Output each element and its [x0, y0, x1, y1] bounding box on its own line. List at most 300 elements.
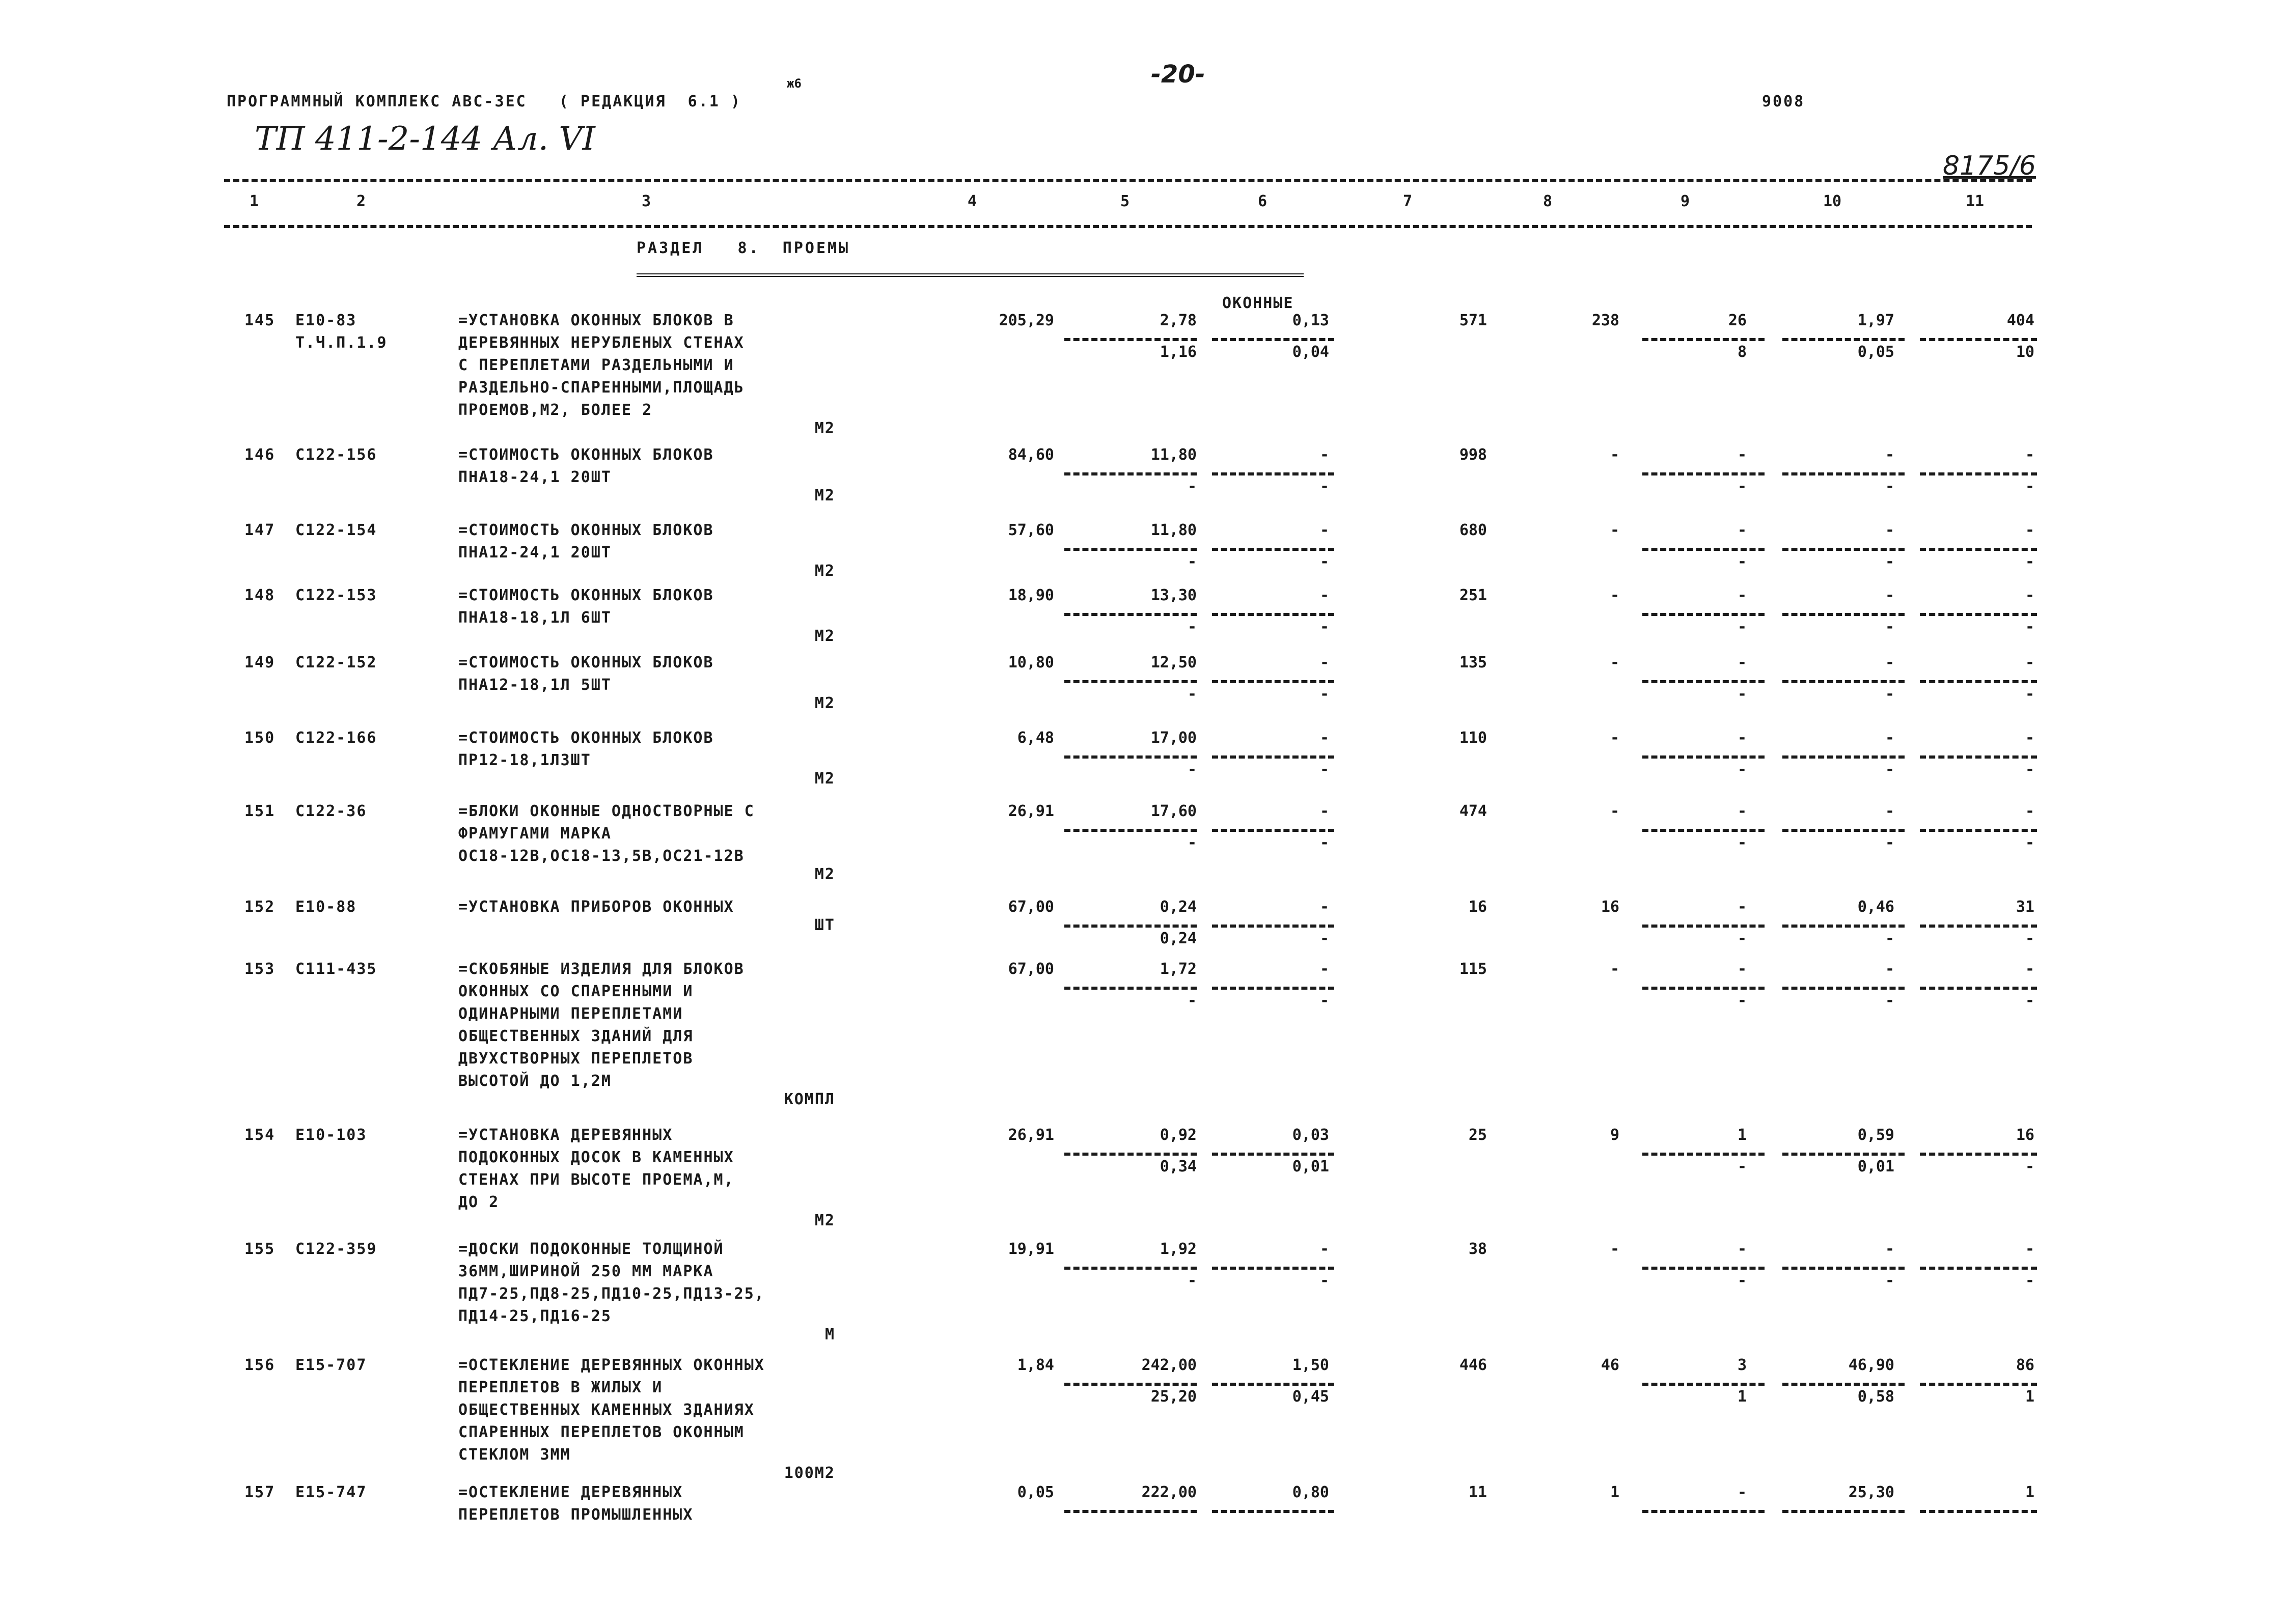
- price-split-rule: [1064, 1153, 1197, 1156]
- labor-unit: -: [1885, 654, 1894, 671]
- labor-total: -: [2025, 802, 2034, 820]
- total-cost: 115: [1459, 960, 1487, 978]
- quantity: 57,60: [1008, 521, 1054, 539]
- machine-split-rule: [1212, 680, 1334, 683]
- price-total: 242,00: [1141, 1356, 1197, 1374]
- work-description-line: СПАРЕННЫХ ПЕРЕПЛЕТОВ ОКОННЫМ: [458, 1423, 745, 1441]
- col9-split-rule: [1642, 1510, 1765, 1513]
- labor-unit: -: [1885, 729, 1894, 747]
- labor-machine-total: 1: [2025, 1388, 2034, 1406]
- project-number: ТП 411-2-144 Ал. VI: [255, 120, 595, 158]
- labor-machine-unit: 0,05: [1857, 343, 1894, 361]
- row-number: 154: [244, 1126, 276, 1144]
- machine-cost: -: [1319, 960, 1329, 978]
- col11-split-rule: [1920, 472, 2037, 475]
- price-split-rule: [1064, 1267, 1197, 1270]
- machines-total: -: [1737, 802, 1747, 820]
- labor-unit: 0,46: [1857, 898, 1894, 916]
- labor-total: -: [2025, 586, 2034, 604]
- work-description-line: ДО 2: [458, 1193, 500, 1211]
- col9-split-rule: [1642, 338, 1765, 341]
- labor-total: -: [2025, 521, 2034, 539]
- total-cost: 11: [1468, 1483, 1487, 1501]
- work-description-line: 36ММ,ШИРИНОЙ 250 ММ МАРКА: [458, 1263, 714, 1280]
- machines-total: -: [1737, 898, 1747, 916]
- labor-machine-unit: -: [1885, 618, 1894, 636]
- col10-split-rule: [1782, 925, 1905, 928]
- machine-cost: -: [1319, 446, 1329, 464]
- labor-machine-total: -: [2025, 553, 2034, 571]
- col10-split-rule: [1782, 680, 1905, 683]
- col11-split-rule: [1920, 338, 2037, 341]
- price-total: 1,72: [1160, 960, 1197, 978]
- wage-total: -: [1610, 446, 1619, 464]
- machine-wage: -: [1319, 930, 1329, 947]
- machine-split-rule: [1212, 472, 1334, 475]
- norm-code: С122-36: [295, 802, 367, 820]
- col11-split-rule: [1920, 548, 2037, 551]
- machine-cost: -: [1319, 586, 1329, 604]
- col11-split-rule: [1920, 1510, 2037, 1513]
- unit: КОМПЛ: [784, 1090, 835, 1108]
- price-wage: -: [1187, 685, 1197, 703]
- quantity: 205,29: [999, 312, 1054, 329]
- program-title: ПРОГРАММНЫЙ КОМПЛЕКС АВС-ЗЕС ( РЕДАКЦИЯ 6.1 ): [227, 93, 741, 110]
- machines-total: -: [1737, 960, 1747, 978]
- work-description-line: ПЕРЕПЛЕТОВ В ЖИЛЫХ И: [458, 1379, 663, 1396]
- work-description-line: =УСТАНОВКА ДЕРЕВЯННЫХ: [458, 1126, 673, 1144]
- quantity: 18,90: [1008, 586, 1054, 604]
- unit: М2: [814, 487, 835, 505]
- total-cost: 446: [1459, 1356, 1487, 1374]
- row-number: 145: [244, 312, 276, 329]
- machine-split-rule: [1212, 338, 1334, 341]
- norm-code: Е15-747: [295, 1483, 367, 1501]
- machines-total: -: [1737, 521, 1747, 539]
- work-description-line: СТЕКЛОМ 3ММ: [458, 1446, 571, 1464]
- norm-code: Е15-707: [295, 1356, 367, 1374]
- norm-code: Е10-103: [295, 1126, 367, 1144]
- work-description-line: =СТОИМОСТЬ ОКОННЫХ БЛОКОВ: [458, 729, 714, 747]
- wage-total: -: [1610, 521, 1619, 539]
- labor-machine-unit: -: [1885, 685, 1894, 703]
- row-number: 155: [244, 1240, 276, 1258]
- labor-machine-total: -: [2025, 930, 2034, 947]
- machine-cost: -: [1319, 729, 1329, 747]
- price-total: 222,00: [1141, 1483, 1197, 1501]
- work-description-line: ОКОННЫХ СО СПАРЕННЫМИ И: [458, 983, 694, 1000]
- wage-total: 1: [1610, 1483, 1619, 1501]
- price-wage: 25,20: [1150, 1388, 1197, 1406]
- norm-code: С122-154: [295, 521, 377, 539]
- machine-wage: -: [1319, 834, 1329, 852]
- norm-code: С122-166: [295, 729, 377, 747]
- machines-total: -: [1737, 1240, 1747, 1258]
- total-cost: 38: [1468, 1240, 1487, 1258]
- machine-split-rule: [1212, 1153, 1334, 1156]
- unit: М2: [814, 770, 835, 788]
- wage-total: 238: [1591, 312, 1619, 329]
- col9-split-rule: [1642, 472, 1765, 475]
- col11-split-rule: [1920, 1153, 2037, 1156]
- work-description-line: ОС18-12В,ОС18-13,5В,ОС21-12В: [458, 847, 745, 865]
- col11-split-rule: [1920, 755, 2037, 759]
- machine-split-rule: [1212, 1510, 1334, 1513]
- wage-total: 46: [1601, 1356, 1619, 1374]
- labor-total: 86: [2016, 1356, 2034, 1374]
- edition-mark: ж6: [787, 76, 802, 91]
- col10-split-rule: [1782, 1383, 1905, 1386]
- price-split-rule: [1064, 755, 1197, 759]
- price-wage: -: [1187, 1272, 1197, 1290]
- price-wage: -: [1187, 618, 1197, 636]
- total-cost: 110: [1459, 729, 1487, 747]
- total-cost: 25: [1468, 1126, 1487, 1144]
- work-description-line: ПРОЕМОВ,М2, БОЛЕЕ 2: [458, 401, 653, 419]
- labor-unit: -: [1885, 446, 1894, 464]
- column-number-3: 3: [642, 192, 651, 210]
- work-description-line: =УСТАНОВКА ПРИБОРОВ ОКОННЫХ: [458, 898, 734, 916]
- row-number: 147: [244, 521, 276, 539]
- wage-total: -: [1610, 960, 1619, 978]
- machine-wage: -: [1319, 553, 1329, 571]
- unit: М2: [814, 1212, 835, 1229]
- labor-total: 16: [2016, 1126, 2034, 1144]
- price-total: 0,24: [1160, 898, 1197, 916]
- col9-split-rule: [1642, 1153, 1765, 1156]
- labor-total: -: [2025, 729, 2034, 747]
- col9-split-rule: [1642, 680, 1765, 683]
- col11-split-rule: [1920, 987, 2037, 990]
- unit: М2: [814, 562, 835, 580]
- work-description-line: СТЕНАХ ПРИ ВЫСОТЕ ПРОЕМА,М,: [458, 1171, 734, 1189]
- price-total: 1,92: [1160, 1240, 1197, 1258]
- work-description-line: ДЕРЕВЯННЫХ НЕРУБЛЕНЫХ СТЕНАХ: [458, 334, 745, 352]
- column-number-2: 2: [356, 192, 366, 210]
- quantity: 26,91: [1008, 802, 1054, 820]
- price-split-rule: [1064, 548, 1197, 551]
- machines-total: -: [1737, 654, 1747, 671]
- labor-machine-total: -: [2025, 685, 2034, 703]
- work-description-line: ПД7-25,ПД8-25,ПД10-25,ПД13-25,: [458, 1285, 765, 1303]
- labor-machine-unit: -: [1885, 1272, 1894, 1290]
- quantity: 6,48: [1017, 729, 1054, 747]
- wage-total: -: [1610, 1240, 1619, 1258]
- row-number: 156: [244, 1356, 276, 1374]
- work-description-line: =ОСТЕКЛЕНИЕ ДЕРЕВЯННЫХ: [458, 1483, 683, 1501]
- labor-machine-unit: -: [1885, 992, 1894, 1010]
- machines-wage: -: [1737, 1272, 1747, 1290]
- machines-wage: -: [1737, 761, 1747, 778]
- labor-machine-total: -: [2025, 761, 2034, 778]
- quantity: 10,80: [1008, 654, 1054, 671]
- col9-split-rule: [1642, 613, 1765, 616]
- machine-split-rule: [1212, 548, 1334, 551]
- work-description-line: ДВУХСТВОРНЫХ ПЕРЕПЛЕТОВ: [458, 1050, 694, 1068]
- price-total: 17,60: [1150, 802, 1197, 820]
- machine-split-rule: [1212, 925, 1334, 928]
- labor-machine-unit: 0,01: [1857, 1158, 1894, 1175]
- sheet-number: 8175/6: [1943, 151, 2036, 181]
- total-cost: 474: [1459, 802, 1487, 820]
- row-number: 151: [244, 802, 276, 820]
- machine-wage: 0,01: [1292, 1158, 1329, 1175]
- price-wage: 1,16: [1160, 343, 1197, 361]
- unit: М2: [814, 627, 835, 645]
- wage-total: -: [1610, 586, 1619, 604]
- labor-total: -: [2025, 446, 2034, 464]
- column-number-1: 1: [250, 192, 259, 210]
- work-description-line: РАЗДЕЛЬНО-СПАРЕННЫМИ,ПЛОЩАДЬ: [458, 379, 745, 397]
- machines-wage: 1: [1737, 1388, 1747, 1406]
- price-total: 17,00: [1150, 729, 1197, 747]
- column-number-9: 9: [1681, 192, 1690, 210]
- col9-split-rule: [1642, 829, 1765, 832]
- labor-machine-total: -: [2025, 478, 2034, 495]
- price-split-rule: [1064, 472, 1197, 475]
- norm-code: Е10-83: [295, 312, 357, 329]
- col9-split-rule: [1642, 1383, 1765, 1386]
- machine-cost: 0,13: [1292, 312, 1329, 329]
- price-total: 0,92: [1160, 1126, 1197, 1144]
- wage-total: -: [1610, 802, 1619, 820]
- work-description-line: =СКОБЯНЫЕ ИЗДЕЛИЯ ДЛЯ БЛОКОВ: [458, 960, 745, 978]
- price-split-rule: [1064, 338, 1197, 341]
- machines-wage: -: [1737, 478, 1747, 495]
- labor-machine-unit: -: [1885, 761, 1894, 778]
- total-cost: 680: [1459, 521, 1487, 539]
- work-description-line: ПНА12-18,1Л 5ШТ: [458, 676, 612, 694]
- col9-split-rule: [1642, 1267, 1765, 1270]
- unit: М2: [814, 694, 835, 712]
- machine-wage: 0,04: [1292, 343, 1329, 361]
- work-description-line: =ОСТЕКЛЕНИЕ ДЕРЕВЯННЫХ ОКОННЫХ: [458, 1356, 765, 1374]
- labor-unit: -: [1885, 802, 1894, 820]
- col9-split-rule: [1642, 755, 1765, 759]
- machines-total: -: [1737, 729, 1747, 747]
- unit-note: ОКОННЫЕ: [1222, 294, 1294, 312]
- unit: 100М2: [784, 1464, 835, 1482]
- labor-total: 31: [2016, 898, 2034, 916]
- col10-split-rule: [1782, 472, 1905, 475]
- machine-wage: -: [1319, 478, 1329, 495]
- price-wage: 0,34: [1160, 1158, 1197, 1175]
- machine-split-rule: [1212, 613, 1334, 616]
- machine-cost: -: [1319, 654, 1329, 671]
- machine-wage: -: [1319, 685, 1329, 703]
- work-description-line: =СТОИМОСТЬ ОКОННЫХ БЛОКОВ: [458, 521, 714, 539]
- labor-machine-total: -: [2025, 992, 2034, 1010]
- machines-total: -: [1737, 446, 1747, 464]
- work-description-line: =СТОИМОСТЬ ОКОННЫХ БЛОКОВ: [458, 654, 714, 671]
- machine-wage: -: [1319, 761, 1329, 778]
- machines-total: 1: [1737, 1126, 1747, 1144]
- machines-wage: -: [1737, 553, 1747, 571]
- header-bottom-rule: [224, 225, 2032, 228]
- machines-wage: -: [1737, 834, 1747, 852]
- machine-wage: -: [1319, 618, 1329, 636]
- col10-split-rule: [1782, 548, 1905, 551]
- total-cost: 251: [1459, 586, 1487, 604]
- column-number-5: 5: [1120, 192, 1130, 210]
- labor-total: -: [2025, 654, 2034, 671]
- unit: М2: [814, 419, 835, 437]
- work-description-line: ПНА18-18,1Л 6ШТ: [458, 609, 612, 627]
- machine-split-rule: [1212, 987, 1334, 990]
- machine-wage: 0,45: [1292, 1388, 1329, 1406]
- col9-split-rule: [1642, 925, 1765, 928]
- machine-cost: -: [1319, 802, 1329, 820]
- column-number-4: 4: [968, 192, 977, 210]
- work-description-line: ОБЩЕСТВЕННЫХ КАМЕННЫХ ЗДАНИЯХ: [458, 1401, 755, 1419]
- col11-split-rule: [1920, 829, 2037, 832]
- labor-machine-total: -: [2025, 618, 2034, 636]
- col11-split-rule: [1920, 613, 2037, 616]
- labor-machine-unit: -: [1885, 478, 1894, 495]
- page-number: -20-: [1151, 60, 1205, 89]
- price-wage: -: [1187, 478, 1197, 495]
- row-number: 146: [244, 446, 276, 464]
- price-total: 2,78: [1160, 312, 1197, 329]
- labor-unit: 0,59: [1857, 1126, 1894, 1144]
- col11-split-rule: [1920, 1383, 2037, 1386]
- machine-cost: 0,03: [1292, 1126, 1329, 1144]
- row-number: 157: [244, 1483, 276, 1501]
- labor-machine-total: -: [2025, 1158, 2034, 1175]
- price-total: 11,80: [1150, 521, 1197, 539]
- machine-cost: -: [1319, 521, 1329, 539]
- col11-split-rule: [1920, 925, 2037, 928]
- machines-wage: -: [1737, 618, 1747, 636]
- col11-split-rule: [1920, 1267, 2037, 1270]
- norm-code: С111-435: [295, 960, 377, 978]
- row-number: 150: [244, 729, 276, 747]
- quantity: 84,60: [1008, 446, 1054, 464]
- wage-total: 9: [1610, 1126, 1619, 1144]
- labor-unit: -: [1885, 586, 1894, 604]
- machine-wage: -: [1319, 992, 1329, 1010]
- col9-split-rule: [1642, 548, 1765, 551]
- price-split-rule: [1064, 1383, 1197, 1386]
- work-description-line: ПНА18-24,1 20ШТ: [458, 468, 612, 486]
- price-wage: -: [1187, 761, 1197, 778]
- machine-split-rule: [1212, 755, 1334, 759]
- work-description-line: =СТОИМОСТЬ ОКОННЫХ БЛОКОВ: [458, 586, 714, 604]
- machine-split-rule: [1212, 1267, 1334, 1270]
- norm-code: Е10-88: [295, 898, 357, 916]
- total-cost: 571: [1459, 312, 1487, 329]
- quantity: 0,05: [1017, 1483, 1054, 1501]
- labor-machine-total: -: [2025, 834, 2034, 852]
- total-cost: 998: [1459, 446, 1487, 464]
- quantity: 67,00: [1008, 898, 1054, 916]
- work-description-line: ВЫСОТОЙ ДО 1,2М: [458, 1072, 612, 1090]
- work-description-line: ПЕРЕПЛЕТОВ ПРОМЫШЛЕННЫХ: [458, 1506, 694, 1524]
- price-wage: -: [1187, 834, 1197, 852]
- machine-cost: 1,50: [1292, 1356, 1329, 1374]
- work-description-line: С ПЕРЕПЛЕТАМИ РАЗДЕЛЬНЫМИ И: [458, 356, 734, 374]
- price-split-rule: [1064, 987, 1197, 990]
- labor-unit: -: [1885, 1240, 1894, 1258]
- wage-total: 16: [1601, 898, 1619, 916]
- machine-cost: 0,80: [1292, 1483, 1329, 1501]
- machines-total: -: [1737, 1483, 1747, 1501]
- labor-total: 404: [2006, 312, 2034, 329]
- labor-machine-total: -: [2025, 1272, 2034, 1290]
- price-split-rule: [1064, 680, 1197, 683]
- norm-code-note: Т.Ч.П.1.9: [295, 334, 388, 352]
- section-title: РАЗДЕЛ 8. ПРОЕМЫ: [637, 239, 850, 257]
- unit: М2: [814, 865, 835, 883]
- labor-machine-unit: 0,58: [1857, 1388, 1894, 1406]
- machines-wage: -: [1737, 992, 1747, 1010]
- labor-total: 1: [2025, 1483, 2034, 1501]
- column-number-6: 6: [1258, 192, 1268, 210]
- price-total: 13,30: [1150, 586, 1197, 604]
- machines-wage: 8: [1737, 343, 1747, 361]
- unit: ШТ: [814, 916, 835, 934]
- norm-code: С122-359: [295, 1240, 377, 1258]
- work-description-line: ФРАМУГАМИ МАРКА: [458, 825, 612, 843]
- labor-total: -: [2025, 1240, 2034, 1258]
- machines-wage: -: [1737, 1158, 1747, 1175]
- col11-split-rule: [1920, 680, 2037, 683]
- col10-split-rule: [1782, 1510, 1905, 1513]
- wage-total: -: [1610, 729, 1619, 747]
- row-number: 153: [244, 960, 276, 978]
- machine-wage: -: [1319, 1272, 1329, 1290]
- col10-split-rule: [1782, 338, 1905, 341]
- col10-split-rule: [1782, 755, 1905, 759]
- machine-split-rule: [1212, 1383, 1334, 1386]
- section-underline: [637, 273, 1304, 277]
- labor-unit: 1,97: [1857, 312, 1894, 329]
- work-description-line: =СТОИМОСТЬ ОКОННЫХ БЛОКОВ: [458, 446, 714, 464]
- work-description-line: ПНА12-24,1 20ШТ: [458, 544, 612, 562]
- work-description-line: ПР12-18,1Л3ШТ: [458, 751, 591, 769]
- wage-total: -: [1610, 654, 1619, 671]
- price-wage: -: [1187, 553, 1197, 571]
- labor-unit: 46,90: [1848, 1356, 1894, 1374]
- price-total: 12,50: [1150, 654, 1197, 671]
- quantity: 67,00: [1008, 960, 1054, 978]
- work-description-line: ОБЩЕСТВЕННЫХ ЗДАНИЙ ДЛЯ: [458, 1027, 694, 1045]
- labor-unit: -: [1885, 521, 1894, 539]
- norm-code: С122-152: [295, 654, 377, 671]
- norm-code: С122-153: [295, 586, 377, 604]
- machines-total: -: [1737, 586, 1747, 604]
- col10-split-rule: [1782, 1267, 1905, 1270]
- machine-split-rule: [1212, 829, 1334, 832]
- quantity: 1,84: [1017, 1356, 1054, 1374]
- total-cost: 16: [1468, 898, 1487, 916]
- price-split-rule: [1064, 1510, 1197, 1513]
- labor-unit: 25,30: [1848, 1483, 1894, 1501]
- col10-split-rule: [1782, 613, 1905, 616]
- price-split-rule: [1064, 613, 1197, 616]
- price-wage: 0,24: [1160, 930, 1197, 947]
- quantity: 19,91: [1008, 1240, 1054, 1258]
- row-number: 152: [244, 898, 276, 916]
- labor-machine-unit: -: [1885, 553, 1894, 571]
- total-cost: 135: [1459, 654, 1487, 671]
- work-description-line: =УСТАНОВКА ОКОННЫХ БЛОКОВ В: [458, 312, 734, 329]
- norm-code: С122-156: [295, 446, 377, 464]
- document-code: 9008: [1762, 93, 1805, 110]
- unit: М: [824, 1326, 835, 1343]
- labor-unit: -: [1885, 960, 1894, 978]
- column-number-11: 11: [1966, 192, 1985, 210]
